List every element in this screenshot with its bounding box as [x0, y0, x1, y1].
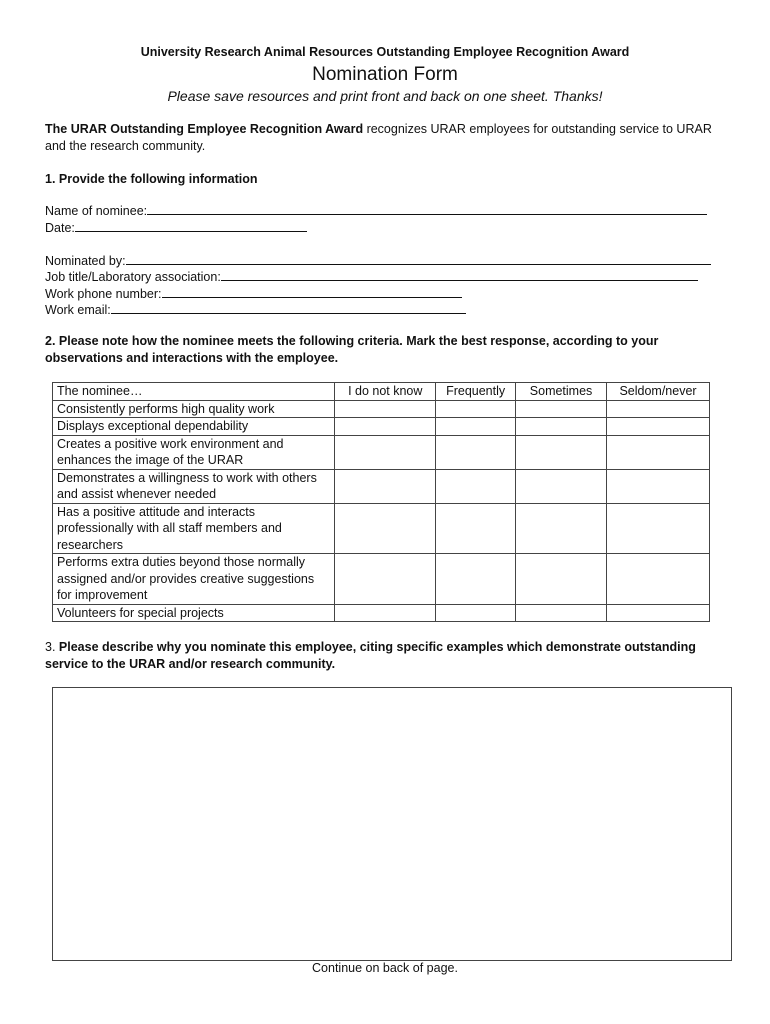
date-line[interactable] [75, 219, 307, 232]
column-header-do-not-know: I do not know [335, 383, 436, 401]
job-title-line[interactable] [221, 268, 698, 281]
date-label: Date: [45, 221, 75, 235]
table-row [53, 604, 710, 622]
column-header-sometimes: Sometimes [516, 383, 607, 401]
nominated-by-field[interactable] [45, 252, 711, 269]
nominated-by-label: Nominated by: [45, 254, 126, 268]
work-email-label: Work email: [45, 303, 111, 317]
section-2-heading: 2. Please note how the nominee meets the following criteria. Mark the best response, according to your observations and interactions with the employee. [45, 334, 659, 365]
rating-cell-frequently[interactable] [436, 469, 516, 503]
page-title: Nomination Form [312, 64, 458, 85]
award-name: The URAR Outstanding Employee Recognition Award [45, 122, 364, 136]
award-description [45, 121, 735, 155]
rating-cell-do-not-know[interactable] [335, 604, 436, 622]
rating-cell-do-not-know[interactable] [335, 418, 436, 436]
rating-cell-sometimes[interactable] [516, 503, 607, 554]
table-row [53, 554, 710, 605]
rating-cell-do-not-know[interactable] [335, 554, 436, 605]
table-row [53, 400, 710, 418]
date-field[interactable] [45, 219, 307, 236]
nominee-name-field[interactable] [45, 202, 707, 219]
rating-cell-seldom-never[interactable] [607, 435, 710, 469]
section-1-heading: 1. Provide the following information [45, 172, 258, 186]
rating-cell-sometimes[interactable] [516, 400, 607, 418]
table-header-row [53, 383, 710, 401]
nominee-name-line[interactable] [147, 202, 707, 215]
section-3-heading [45, 639, 735, 673]
rating-cell-sometimes[interactable] [516, 469, 607, 503]
work-phone-line[interactable] [162, 285, 462, 298]
print-instructions: Please save resources and print front and back on one sheet. Thanks! [167, 88, 603, 104]
table-row [53, 435, 710, 469]
award-description-text: recognizes URAR employees for outstanding service to URAR and the research community. [45, 122, 712, 153]
criterion-label: Volunteers for special projects [53, 604, 335, 622]
nominee-name-label: Name of nominee: [45, 204, 148, 218]
rating-cell-frequently[interactable] [436, 418, 516, 436]
nomination-description-box[interactable] [52, 687, 732, 961]
rating-cell-seldom-never[interactable] [607, 604, 710, 622]
rating-cell-frequently[interactable] [436, 503, 516, 554]
rating-cell-frequently[interactable] [436, 604, 516, 622]
rating-cell-sometimes[interactable] [516, 604, 607, 622]
work-phone-label: Work phone number: [45, 287, 162, 301]
table-row [53, 469, 710, 503]
criterion-label: Displays exceptional dependability [53, 418, 335, 436]
rating-cell-frequently[interactable] [436, 400, 516, 418]
rating-cell-do-not-know[interactable] [335, 503, 436, 554]
nominated-by-line[interactable] [126, 252, 711, 265]
rating-cell-seldom-never[interactable] [607, 554, 710, 605]
rating-cell-do-not-know[interactable] [335, 435, 436, 469]
job-title-field[interactable] [45, 268, 698, 285]
rating-cell-sometimes[interactable] [516, 554, 607, 605]
table-row [53, 418, 710, 436]
rating-cell-do-not-know[interactable] [335, 469, 436, 503]
criterion-label: Demonstrates a willingness to work with others and assist whenever needed [53, 469, 335, 503]
rating-cell-sometimes[interactable] [516, 418, 607, 436]
job-title-label: Job title/Laboratory association: [45, 270, 221, 284]
work-phone-field[interactable] [45, 285, 462, 302]
rating-cell-seldom-never[interactable] [607, 400, 710, 418]
section-3-number: 3. [45, 640, 59, 654]
criterion-label: Consistently performs high quality work [53, 400, 335, 418]
criterion-label: Creates a positive work environment and enhances the image of the URAR [53, 435, 335, 469]
column-header-nominee: The nominee… [53, 383, 335, 401]
rating-cell-seldom-never[interactable] [607, 503, 710, 554]
rating-cell-seldom-never[interactable] [607, 469, 710, 503]
criterion-label: Performs extra duties beyond those normally assigned and/or provides creative suggestions for improvement [53, 554, 335, 605]
table-row [53, 503, 710, 554]
section-3-text: Please describe why you nominate this employee, citing specific examples which demonstrate outstanding service to the URAR and/or research community. [45, 640, 696, 671]
rating-cell-frequently[interactable] [436, 554, 516, 605]
rating-cell-do-not-know[interactable] [335, 400, 436, 418]
continue-note: Continue on back of page. [312, 961, 458, 975]
column-header-seldom-never: Seldom/never [607, 383, 710, 401]
criterion-label: Has a positive attitude and interacts professionally with all staff members and researchers [53, 503, 335, 554]
rating-cell-seldom-never[interactable] [607, 418, 710, 436]
rating-cell-frequently[interactable] [436, 435, 516, 469]
criteria-rating-table [52, 382, 710, 622]
organization-heading: University Research Animal Resources Outstanding Employee Recognition Award [140, 45, 630, 59]
column-header-frequently: Frequently [436, 383, 516, 401]
work-email-field[interactable] [45, 301, 466, 318]
rating-cell-sometimes[interactable] [516, 435, 607, 469]
work-email-line[interactable] [111, 301, 466, 314]
